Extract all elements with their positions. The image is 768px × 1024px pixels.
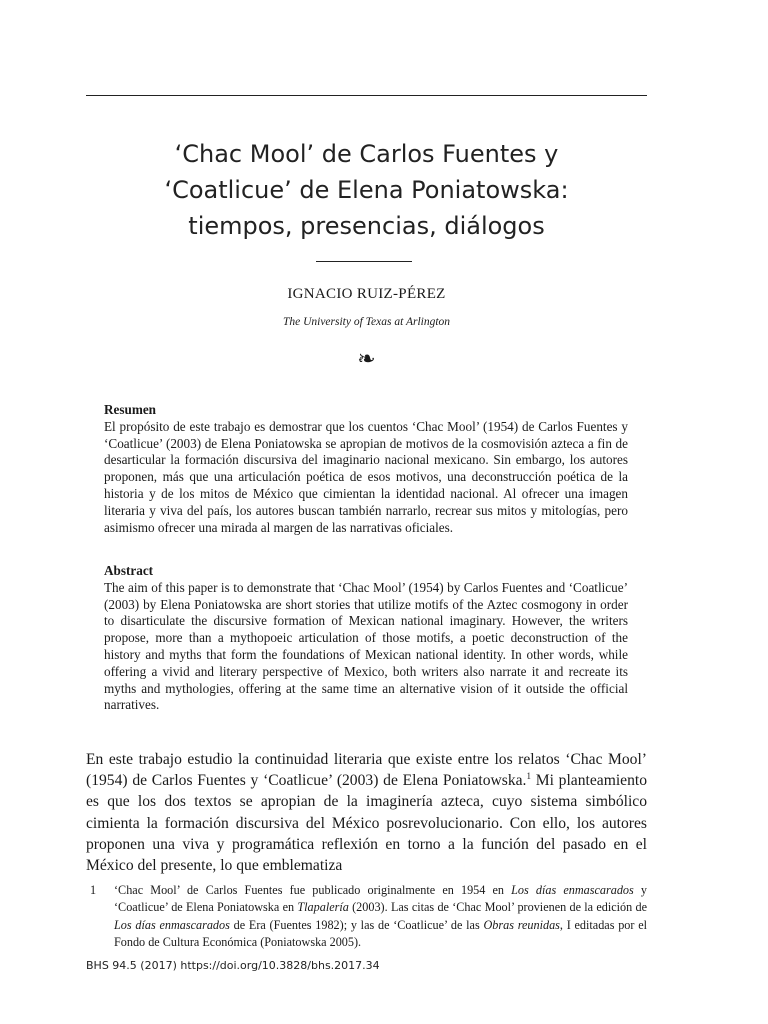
abstract-heading: Abstract [104,563,154,578]
abstract-text: The aim of this paper is to demonstrate that ‘Chac Mool’ (1954) by Carlos Fuentes and ‘Coatlicue’ (2003) by Elena Poniatowska are short stories that utilize motifs of the Aztec cosmogony in order to disarticulate the discursive formation of Mexican national imaginary. However, the writers propose, more than a mythopoeic articulation of those motifs, a poetic deconstruction of the history and myths that form the foundations of Mexican national identity. In other words, while offering a vivid and literary perspective of Mexico, both writers also narrate it and recreate its myths and mythologies, offering at the same time an alternative vision of it outside the official narratives. [104,579,628,713]
footnote-text-segment: (2003). Las citas de ‘Chac Mool’ provienen de la edición de [348,900,648,915]
footnote [86,882,647,952]
article-title [86,136,647,244]
author-name: IGNACIO RUIZ-PÉREZ [287,286,446,302]
footnote-reference[interactable]: 1 [526,771,531,782]
footnote-text-segment: de Era (Fuentes 1982); y las de ‘Coatlicue’ de las [229,917,484,932]
title-line-1: ‘Chac Mool’ de Carlos Fuentes y [174,140,559,168]
header-rule [86,95,647,96]
resumen-heading: Resumen [104,402,157,417]
footnote-book-title: Los días enmascarados [511,883,634,897]
body-text-part-2: Mi planteamiento es que los dos textos se apropian de la imaginería azteca, cuyo sistema simbólico cimienta la formación discursiva del México posrevolucionario. Con ello, los autores proponen una viva y programática reflexión en torno a la función del pasado en el México del presente, lo que emblematiza [86,772,648,875]
author-affiliation: The University of Texas at Arlington [282,316,451,328]
title-line-2: ‘Coatlicue’ de Elena Poniatowska: [164,176,569,204]
footnote-text [114,882,647,952]
journal-citation: BHS 94.5 (2017) https://doi.org/10.3828/bhs.2017.34 [86,959,380,972]
title-divider [316,261,412,262]
resumen-section [104,402,628,536]
title-line-3: tiempos, presencias, diálogos [188,212,545,240]
footnote-number: 1 [90,883,97,897]
body-text-part-1: En este trabajo estudio la continuidad literaria que existe entre los relatos ‘Chac Mool’ (1954) de Carlos Fuentes y ‘Coatlicue’ (2003) de Elena Poniatowska. [86,751,647,790]
footnote-text-segment: , I editadas por el Fondo de Cultura Económica (Poniatowska 2005). [114,917,648,950]
footnote-book-title: Los días enmascarados [114,917,230,932]
fleuron-ornament-icon: ❧ [357,346,376,371]
abstract-section [104,563,628,714]
footnote-text-segment: ‘Chac Mool’ de Carlos Fuentes fue publicado originalmente en 1954 en [114,883,512,897]
footnote-book-title: Obras reunidas [483,917,560,932]
body-paragraph [86,749,647,876]
resumen-text: El propósito de este trabajo es demostrar que los cuentos ‘Chac Mool’ (1954) de Carlos Fuentes y ‘Coatlicue’ (2003) de Elena Poniatowska se apropian de motivos de la cosmovisión azteca a fin de desarticular la formación discursiva del imaginario nacional mexicano. Sin embargo, los autores proponen, más que una articulación poética de esos motivos, una deconstrucción poética de la historia y de los mitos de México que cimientan la identidad nacional. Al ofrecer una imagen literaria y viva del país, los autores buscan también narrarlo, recrear sus mitos y mitologías, pero asimismo ofrecer una mirada al margen de las narrativas oficiales. [104,418,628,535]
footnote-book-title: Tlapalería [297,900,349,915]
footnote-text-segment: y ‘Coatlicue’ de Elena Poniatowska en [114,883,647,915]
